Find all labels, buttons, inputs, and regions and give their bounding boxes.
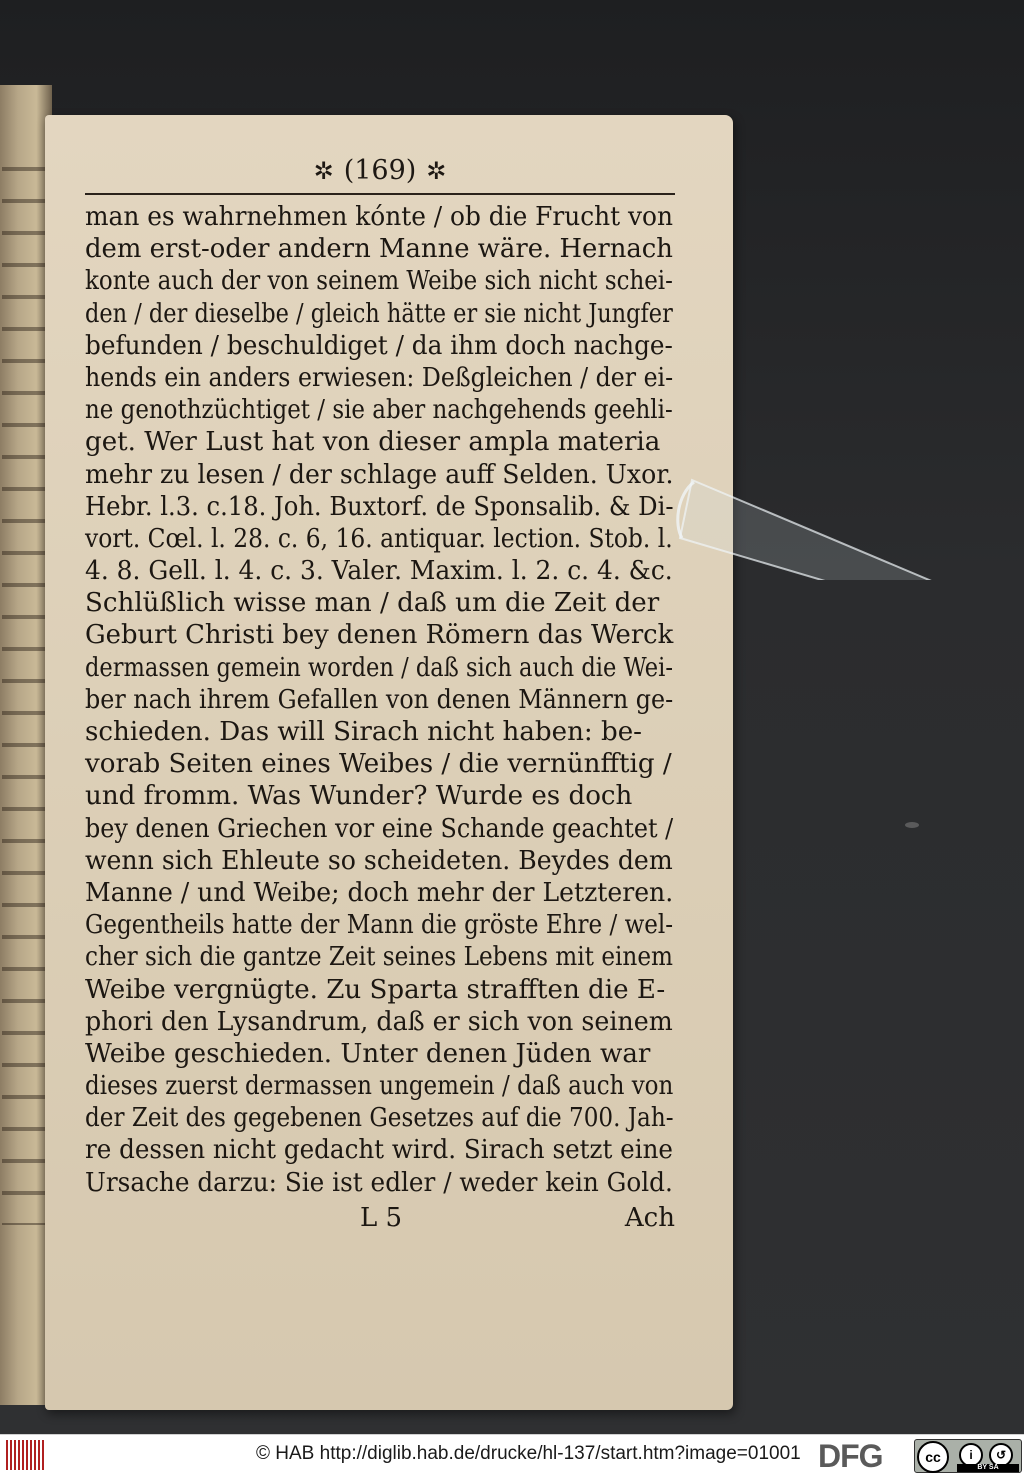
text-line: get. Wer Lust hat von dieser ampla materia [85,427,661,458]
text-line: wenn sich Ehleute so scheideten. Beydes dem [85,845,673,876]
signature-mark: L 5 [360,1202,403,1233]
cc-license-badge[interactable] [914,1439,1022,1473]
page-number: (169) [343,155,417,186]
catchword: Ach [624,1202,675,1233]
text-line: Ursache darzu: Sie ist edler / weder kein Gold. [85,1167,673,1198]
text-line: dem erst-oder andern Manne wäre. Hernach [85,234,673,265]
text-line: vort. Cœl. l. 28. c. 6, 16. antiquar. lection. Stob. l. [85,523,673,554]
text-line: Schlüßlich wisse man / daß um die Zeit der [85,588,660,619]
book-page [45,115,733,1410]
ornament-left-icon: ✲ [313,157,334,185]
text-line: phori den Lysandrum, daß er sich von seinem [85,1006,673,1037]
text-line: bey denen Griechen vor eine Schande geachtet / [85,813,674,844]
text-line: konte auch der von seinem Weibe sich nicht schei- [85,266,673,297]
page-header [85,153,675,189]
text-line: befunden / beschuldiget / da ihm doch nachge- [85,330,673,361]
cc-icon: cc [917,1441,949,1473]
attribution-icon: i [959,1443,983,1467]
text-line: ne genothzüchtiget / sie aber nachgehends geehli- [85,395,673,426]
text-line: cher sich die gantze Zeit seines Lebens mit einem [85,942,673,973]
footer-bar [0,1434,1024,1475]
credit-link[interactable]: © HAB http://diglib.hab.de/drucke/hl-137/start.htm?image=01001 [256,1443,801,1464]
header-rule [85,193,675,195]
text-line: Gegentheils hatte der Mann die gröste Ehre / wel- [85,910,674,941]
text-line: Manne / und Weibe; doch mehr der Letzteren. [85,877,674,908]
text-line: hends ein anders erwiesen: Deßgleichen / der ei- [85,362,674,393]
text-line: dieses zuerst dermassen ungemein / daß auch von [85,1071,674,1102]
text-line: schieden. Das will Sirach nicht haben: be- [85,717,642,747]
text-line: re dessen nicht gedacht wird. Sirach setzt eine [85,1135,673,1166]
adjacent-page-text-fragments [2,145,50,1225]
text-line: vorab Seiten eines Weibes / die vernünfftig / [85,749,672,780]
text-line: Weibe geschieden. Unter denen Jüden war [85,1038,651,1069]
dust-speck [905,822,919,828]
text-line: Weibe vergnügte. Zu Sparta strafften die E- [85,974,666,1005]
text-line: und fromm. Was Wunder? Wurde es doch [85,781,633,812]
dfg-logo: DFG [818,1438,883,1474]
text-line: mehr zu lesen / der schlage auff Selden. Uxor. [85,459,674,490]
text-line: dermassen gemein worden / daß sich auch die Wei- [85,652,673,683]
page-text-block [85,153,675,1239]
ornament-right-icon: ✲ [426,157,447,185]
hab-logo-icon [6,1440,48,1470]
text-line: man es wahrnehmen kónte / ob die Frucht von [85,202,673,232]
share-alike-icon: ↺ [989,1443,1013,1467]
license-label: BY SA [957,1464,1019,1472]
text-line: der Zeit des gegebenen Gesetzes auf die 700. Jah- [85,1103,674,1134]
page-foot [85,1203,675,1239]
text-line: ber nach ihrem Gefallen von denen Männern ge- [85,684,674,715]
text-line: Geburt Christi bey denen Römern das Werck [85,620,674,651]
body-text [85,201,675,1199]
text-line: Hebr. l.3. c.18. Joh. Buxtorf. de Sponsalib. & Di- [85,491,674,522]
text-line: den / der dieselbe / gleich hätte er sie nicht Jungfer [85,298,673,329]
text-line: 4. 8. Gell. l. 4. c. 3. Valer. Maxim. l. 2. c. 4. &c. [85,556,673,587]
